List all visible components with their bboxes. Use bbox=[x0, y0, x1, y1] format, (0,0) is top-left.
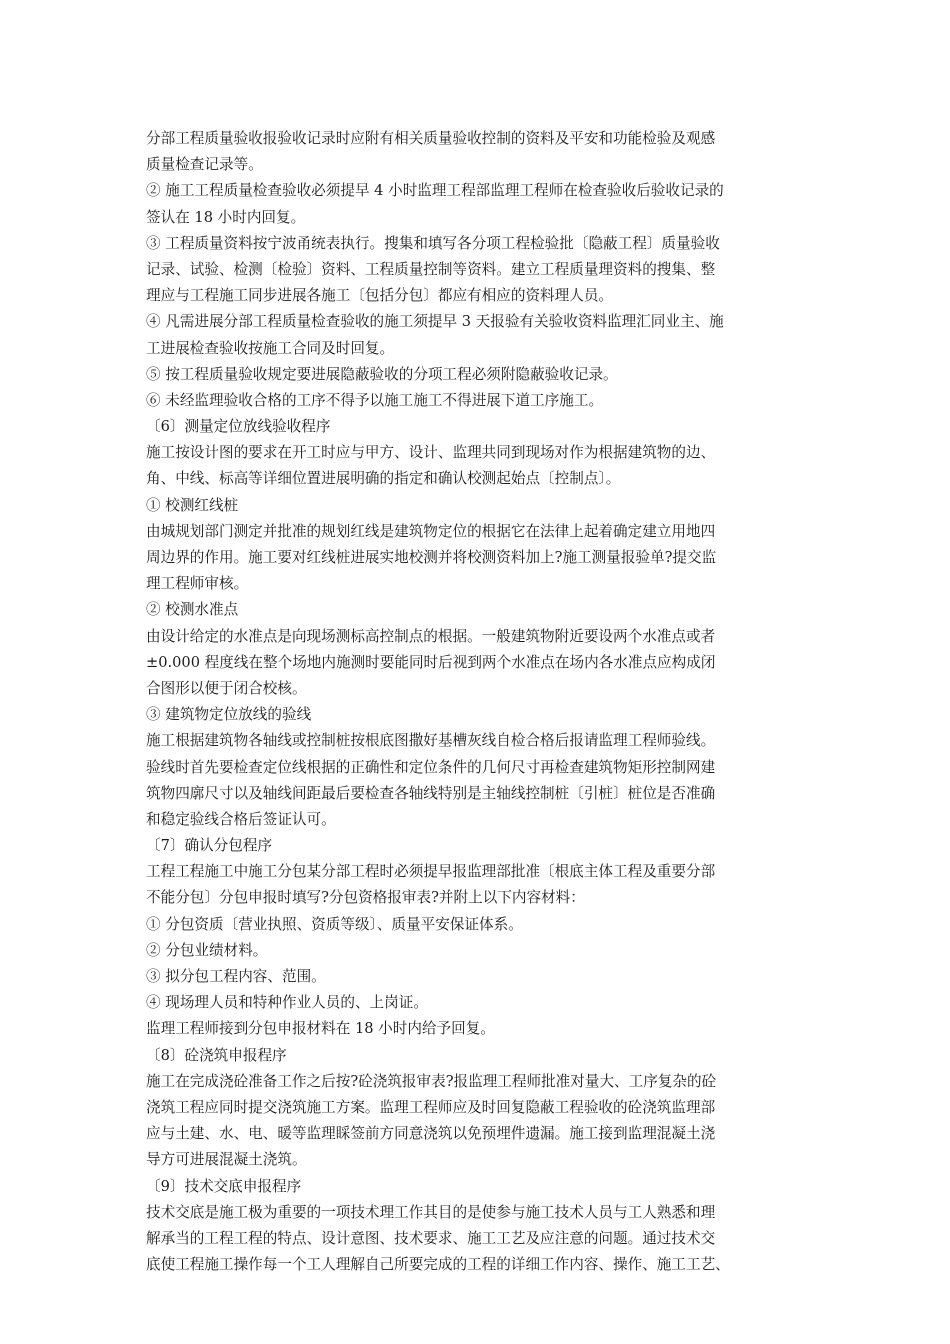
text-line: 导方可进展混凝土浇筑。 bbox=[146, 1151, 307, 1169]
text-line: 合图形以便于闭合校核。 bbox=[146, 679, 307, 697]
text-line: ③ 建筑物定位放线的验线 bbox=[146, 706, 312, 724]
text-line: ⑥ 未经监理验收合格的工序不得予以施工施工不得进展下道工序施工。 bbox=[146, 391, 604, 409]
text-line: 签认在 18 小时内回复。 bbox=[146, 208, 306, 226]
text-line: 和稳定验线合格后签证认可。 bbox=[146, 810, 336, 828]
text-line: 不能分包〕分包申报时填写?分包资格报审表?并附上以下内容材料： bbox=[146, 889, 585, 907]
text-line: 工程工程施工中施工分包某分部工程时必须提早报监理部批准〔根底主体工程及重要分部 bbox=[146, 863, 716, 881]
text-line: 〔8〕砼浇筑申报程序 bbox=[146, 1046, 287, 1064]
text-line: 角、中线、标高等详细位置进展明确的指定和确认校测起始点〔控制点〕。 bbox=[146, 470, 621, 488]
text-line: ④ 现场理人员和特种作业人员的、上岗证。 bbox=[146, 994, 428, 1012]
text-line: ③ 工程质量资料按宁波甬统表执行。搜集和填写各分项工程检验批〔隐蔽工程〕质量验收 bbox=[146, 234, 720, 252]
text-line: ② 分包业绩材料。 bbox=[146, 941, 268, 959]
text-line: 浇筑工程应同时提交浇筑施工方案。监理工程师应及时回复隐蔽工程验收的砼浇筑监理部 bbox=[146, 1098, 716, 1116]
text-line: 工进展检查验收按施工合同及时回复。 bbox=[146, 339, 395, 357]
text-line: 分部工程质量验收报验收记录时应附有相关质量验收控制的资料及平安和功能检验及观感 bbox=[146, 130, 716, 147]
text-line: ±0.000 程度线在整个场地内施测时要能同时后视到两个水准点在场内各水准点应构成闭 bbox=[146, 653, 716, 671]
text-line: 由城规划部门测定并批准的规划红线是建筑物定位的根据它在法律上起着确定建立用地四 bbox=[146, 522, 716, 540]
text-line: 由设计给定的水准点是向现场测标高控制点的根据。一般建筑物附近要设两个水准点或者 bbox=[146, 627, 716, 645]
text-line: 施工按设计图的要求在开工时应与甲方、设计、监理共同到现场对作为根据建筑物的边、 bbox=[146, 444, 716, 462]
text-line: 周边界的作用。施工要对红线桩进展实地校测并将校测资料加上?施工测量报验单?提交监 bbox=[146, 549, 717, 566]
text-line: 技术交底是施工极为重要的一项技术理工作其目的是使参与施工技术人员与工人熟悉和理 bbox=[146, 1203, 716, 1221]
text-line: ① 校测红线桩 bbox=[146, 496, 239, 514]
document-body bbox=[146, 126, 804, 1278]
text-line: 〔7〕确认分包程序 bbox=[146, 837, 273, 855]
text-line: 验线时首先要检查定位线根据的正确性和定位条件的几何尺寸再检查建筑物矩形控制网建 bbox=[146, 758, 716, 776]
text-line: 〔6〕测量定位放线验收程序 bbox=[146, 418, 331, 436]
text-line: ⑤ 按工程质量验收规定要进展隐蔽验收的分项工程必须附隐蔽验收记录。 bbox=[146, 365, 618, 383]
text-line: 施工在完成浇砼准备工作之后按?砼浇筑报审表?报监理工程师批准对量大、工序复杂的砼 bbox=[146, 1072, 717, 1090]
text-line: 理工程师审核。 bbox=[146, 575, 249, 593]
text-line: 施工根据建筑物各轴线或控制桩按根底图撒好基槽灰线自检合格后报请监理工程师验线。 bbox=[146, 732, 716, 750]
text-line: 底使工程施工操作每一个工人理解自己所要完成的工程的详细工作内容、操作、施工工艺、 bbox=[146, 1256, 730, 1274]
text-line: ④ 凡需进展分部工程质量检查验收的施工须提早 3 天报验有关验收资料监理汇同业主、施 bbox=[146, 313, 724, 331]
text-line: 质量检查记录等。 bbox=[146, 156, 263, 174]
text-line: ② 校测水准点 bbox=[146, 601, 239, 619]
text-line: 筑物四廓尺寸以及轴线间距最后要检查各轴线特别是主轴线控制桩〔引桩〕桩位是否准确 bbox=[146, 784, 716, 802]
text-line: 应与土建、水、电、暖等监理睬签前方同意浇筑以免预埋件遗漏。施工接到监理混凝土浇 bbox=[146, 1125, 716, 1143]
text-line: 解承当的工程工程的特点、设计意图、技术要求、施工工艺及应注意的问题。通过技术交 bbox=[146, 1229, 716, 1247]
text-line: 监理工程师接到分包申报材料在 18 小时内给予回复。 bbox=[146, 1020, 495, 1038]
text-line: ① 分包资质〔营业执照、资质等级〕、质量平安保证体系。 bbox=[146, 915, 523, 933]
text-line: 记录、试验、检测〔检验〕资料、工程质量控制等资料。建立工程质量理资料的搜集、整 bbox=[146, 260, 716, 278]
text-line: ③ 拟分包工程内容、范围。 bbox=[146, 968, 326, 985]
text-line: 〔9〕技术交底申报程序 bbox=[146, 1177, 302, 1195]
text-line: ② 施工工程质量检查验收必须提早 4 小时监理工程部监理工程师在检查验收后验收记录的 bbox=[146, 182, 724, 200]
text-line: 理应与工程施工同步进展各施工〔包括分包〕都应有相应的资料理人员。 bbox=[146, 287, 614, 305]
